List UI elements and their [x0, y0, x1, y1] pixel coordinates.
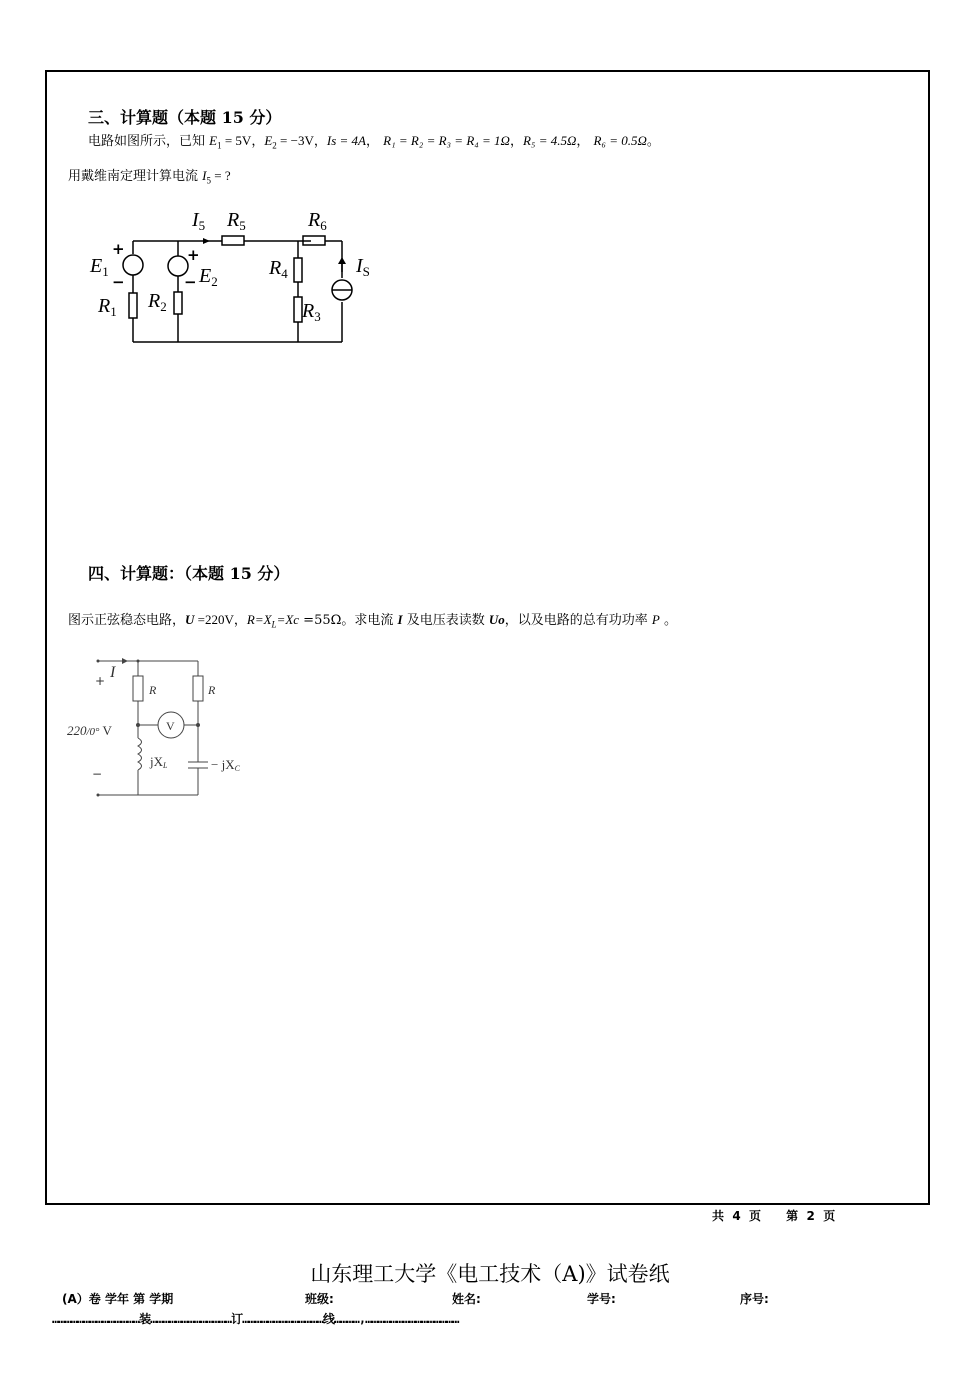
q3-end: 。 [646, 134, 660, 149]
question3-ask [68, 165, 231, 186]
voltmeter-label: V [166, 719, 175, 733]
question4-text [68, 609, 677, 630]
label-Is: I [356, 255, 363, 277]
label-E2-sub: 2 [211, 274, 218, 289]
q4-prefix: 图示正弦稳态电路， [68, 613, 186, 628]
q4-xc: =Xc [276, 612, 300, 627]
q3-e1-sub: 1 [217, 140, 222, 151]
q3-i5-sub: 5 [206, 175, 211, 186]
label-R1-sub: 1 [110, 304, 117, 319]
svg-text:R2 [147, 290, 167, 314]
q3-sep: ， [365, 134, 384, 149]
label-I5: I [192, 209, 199, 231]
q3-e2-sub: 2 [272, 140, 277, 151]
e1-plus: + [112, 240, 125, 258]
label-I: I [110, 664, 116, 681]
label-R1: R [98, 295, 111, 317]
source-unit: V [99, 723, 112, 738]
label-E1-sub: 1 [102, 264, 109, 279]
e1-minus: − [112, 273, 125, 291]
label-R2: R [148, 290, 161, 312]
label-I5-sub: 5 [198, 218, 206, 233]
svg-text:− jXC [211, 757, 241, 773]
svg-text:IS [355, 255, 370, 279]
q3-e2: E [264, 133, 273, 148]
source-magnitude: 220 [67, 723, 87, 738]
e2-plus: + [187, 246, 200, 264]
page-counter: 共 4 页 第 2 页 [712, 1209, 836, 1223]
svg-text:R4 [268, 257, 288, 281]
label-R-right: R [208, 683, 216, 697]
q4-p: P [651, 612, 660, 627]
svg-text:R5 [226, 209, 246, 233]
svg-text:E1 [89, 255, 109, 279]
label-R5-sub: 5 [239, 218, 246, 233]
question3-given [88, 130, 660, 151]
q3-ask-suffix: = ? [210, 168, 231, 183]
svg-text:E2 [198, 265, 218, 289]
q3-sep: ， [251, 134, 265, 149]
university-title: 山东理工大学《电工技术（A)》试卷纸 [310, 1262, 670, 1286]
q3-sep: ， [509, 134, 523, 149]
binding-line: ……………………………………装…………………………………订…………………………………线…………,……………………………………… [52, 1312, 459, 1326]
q4-uo: Uo [488, 612, 505, 627]
label-R-left: R [149, 683, 157, 697]
label-jXL: jX [150, 754, 163, 769]
q4-r-eq: R=X [246, 612, 272, 627]
q4-xl-sub: L [271, 619, 277, 630]
q3-ask-prefix: 用戴维南定理计算电流 [68, 169, 203, 184]
q3-is: Is = 4A [326, 133, 366, 148]
svg-text:jXL [149, 754, 168, 770]
label-R3: R [302, 300, 315, 322]
q4-r-value: =55Ω。求电流 [299, 613, 398, 628]
q4-mid: 及电压表读数 [402, 613, 489, 628]
label-Is-sub: S [362, 264, 370, 279]
label-jXC: − jX [211, 757, 235, 772]
question3-title: 三、计算题（本题 15 分） [88, 108, 282, 127]
q3-prefix: 电路如图所示，已知 [88, 134, 210, 149]
label-E1: E [90, 255, 103, 277]
label-R3-sub: 3 [314, 309, 321, 324]
q3-sep: ， [576, 134, 594, 149]
label-E2: E [199, 265, 212, 287]
q3-r-equal: R₁ = R₂ = R₃ = R₄ = 1Ω [383, 133, 510, 148]
q4-end: 。 [659, 613, 677, 628]
svg-text:R1 [97, 295, 117, 319]
label-jXC-sub: C [234, 764, 240, 773]
q3-i5: I [202, 168, 207, 183]
circuit1-diagram [85, 200, 385, 350]
q3-e2-value: = −3V [276, 133, 314, 148]
name-field: 姓名: [452, 1292, 481, 1306]
svg-text:R6 [307, 209, 327, 233]
q3-sep: ， [313, 134, 327, 149]
svg-text:I5 [191, 209, 205, 233]
question4-title: 四、计算题：（本题 15 分） [88, 564, 290, 583]
q3-r5: R₅ = 4.5Ω [522, 133, 577, 148]
e2-minus: − [184, 273, 197, 291]
source-angle: /0° [86, 726, 100, 738]
svg-text:220/0° V [67, 723, 112, 738]
source-minus: − [92, 767, 103, 781]
label-jXL-sub: L [163, 761, 168, 770]
q3-e1-value: = 5V [221, 133, 252, 148]
q3-e1: E [209, 133, 218, 148]
svg-text:R3 [301, 300, 321, 324]
label-R5: R [227, 209, 240, 231]
label-R6: R [308, 209, 321, 231]
label-R4-sub: 4 [281, 266, 288, 281]
q4-u: U [185, 612, 195, 627]
seq-field: 序号: [740, 1292, 769, 1306]
source-plus: + [95, 674, 106, 688]
label-R2-sub: 2 [160, 299, 167, 314]
student-id-field: 学号: [587, 1292, 616, 1306]
label-R4: R [269, 257, 282, 279]
class-field: 班级: [305, 1292, 334, 1306]
q4-u-value: =220V， [194, 612, 247, 627]
paper-info: (A）卷 学年 第 学期 [62, 1292, 174, 1306]
q3-r6: R₆ = 0.5Ω [593, 133, 647, 148]
label-R6-sub: 6 [320, 218, 327, 233]
q4-tail: ，以及电路的总有功功率 [504, 613, 652, 628]
circuit2-diagram [62, 652, 262, 802]
q4-i: I [397, 612, 403, 627]
